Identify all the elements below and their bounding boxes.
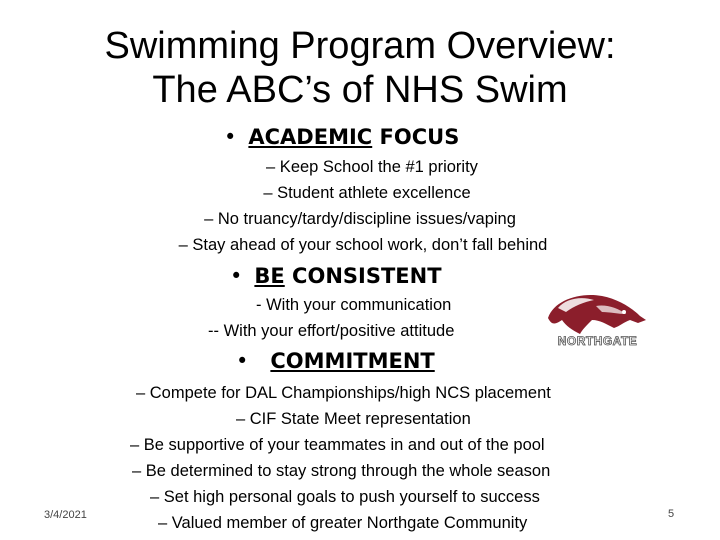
commitment-item: – Valued member of greater Northgate Community [158, 514, 528, 532]
slide-date: 3/4/2021 [44, 509, 87, 521]
slide-title [60, 24, 660, 112]
bullet: • [236, 349, 249, 373]
bullet: • [224, 125, 237, 149]
heading-academic-focus [224, 124, 459, 150]
commitment-item: – Be determined to stay strong through the whole season [132, 462, 551, 480]
heading-rest: CONSISTENT [284, 264, 442, 288]
northgate-bronco-logo-icon [540, 290, 655, 350]
heading-underlined-word: ACADEMIC [248, 125, 373, 149]
heading-rest: FOCUS [372, 125, 460, 149]
consistent-item: - With your communication [256, 296, 452, 314]
consistent-item: -- With your effort/positive attitude [208, 322, 455, 340]
academic-item: – Keep School the #1 priority [266, 158, 478, 176]
commitment-item: – CIF State Meet representation [236, 410, 471, 428]
academic-item: – No truancy/tardy/discipline issues/vaping [204, 210, 516, 228]
academic-item: – Stay ahead of your school work, don’t fall behind [178, 236, 548, 254]
heading-be-consistent [230, 263, 442, 289]
heading-commitment [236, 348, 435, 374]
academic-item: – Student athlete excellence [263, 184, 471, 202]
title-line-1: Swimming Program Overview: [104, 25, 616, 67]
heading-underlined-word: COMMITMENT [270, 349, 435, 373]
heading-underlined-word: BE [254, 264, 285, 288]
commitment-item: – Compete for DAL Championships/high NCS placement [136, 384, 551, 402]
commitment-item: – Set high personal goals to push yourself to success [150, 488, 540, 506]
title-line-2: The ABC’s of NHS Swim [152, 69, 568, 111]
slide-page-number: 5 [668, 508, 675, 520]
logo-text: NORTHGATE [557, 334, 638, 348]
bullet: • [230, 264, 243, 288]
commitment-item: – Be supportive of your teammates in and out of the pool [130, 436, 545, 454]
